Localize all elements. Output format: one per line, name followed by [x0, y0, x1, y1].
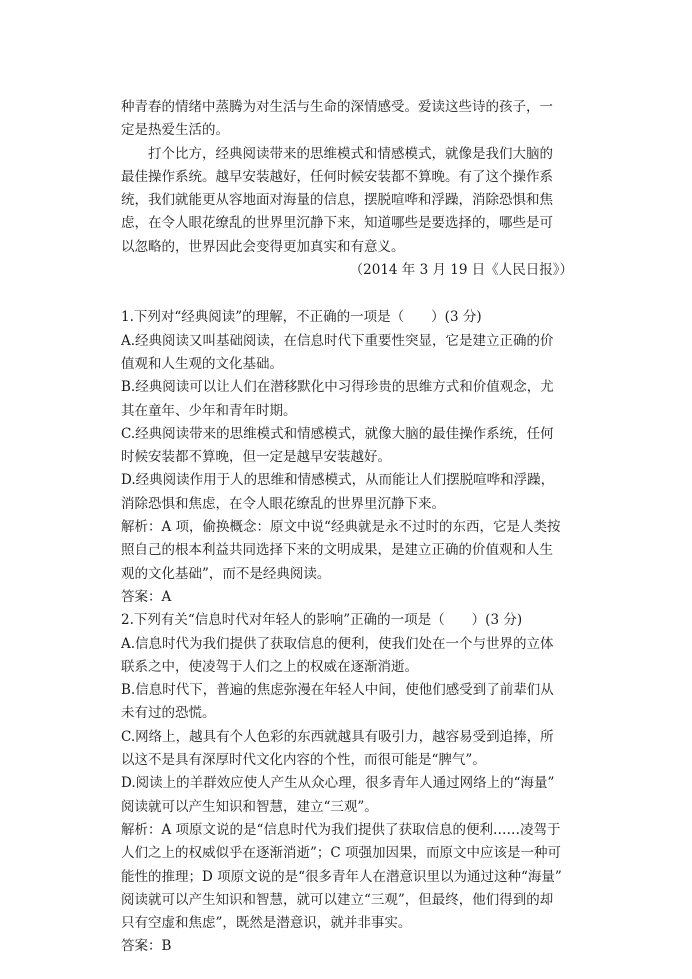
spacer: [121, 282, 573, 306]
analysis: [121, 516, 573, 586]
text-line: 人们之上的权威似乎在逐渐消逝”；C 项强加因果，而原文中应该是一种可: [121, 845, 562, 862]
option-a: [121, 330, 573, 377]
passage-paragraph: [121, 143, 573, 259]
text-line: B.经典阅读可以让人们在潜移默化中习得珍贵的思维方式和价值观念，尤: [121, 379, 554, 396]
text-line: D.阅读上的羊群效应使人产生从众心理，很多青年人通过网络上的“海量”: [121, 775, 555, 792]
passage-paragraph: [121, 96, 573, 143]
text-line: C.网络上，越具有个人色彩的东西就越具有吸引力，越容易受到追捧，所: [121, 728, 554, 745]
question-stem: 1.下列对“经典阅读”的理解，不正确的一项是（ ）(3 分): [121, 309, 482, 326]
text-line: 阅读就可以产生知识和智慧，就可以建立“三观”，但最终，他们得到的却: [121, 891, 554, 908]
question-2: [121, 609, 573, 958]
source-citation: （2014 年 3 月 19 日《人民日报》）: [349, 262, 573, 279]
text-line: D.经典阅读作用于人的思维和情感模式，从而能让人们摆脱喧哗和浮躁，: [121, 472, 555, 489]
text-line: 消除恐惧和焦虑，在令人眼花缭乱的世界里沉静下来。: [121, 495, 445, 512]
text-line: C.经典阅读带来的思维模式和情感模式，就像大脑的最佳操作系统，任何: [121, 425, 554, 442]
text-line: 时候安装都不算晚，但一定是越早安装越好。: [121, 449, 391, 466]
text-line: 照自己的根本利益共同选择下来的文明成果，是建立正确的价值观和人生: [121, 542, 553, 559]
text-line: 统，我们就能更从容地面对海量的信息，摆脱喧哗和浮躁，消除恐惧和焦: [121, 192, 553, 209]
text-line: 阅读就可以产生知识和智慧，建立“三观”。: [121, 798, 378, 815]
text-line: 以忽略的，世界因此会变得更加真实和有意义。: [121, 238, 405, 255]
text-line: 定是热爱生活的。: [121, 122, 229, 139]
text-line: 值观和人生观的文化基础。: [121, 355, 283, 372]
text-line: 能性的推理；D 项原文说的是“很多青年人在潜意识里以为通过这种“海量”: [121, 868, 562, 885]
text-line: 解析：A 项原文说的是“信息时代为我们提供了获取信息的便利……凌驾于: [121, 821, 561, 838]
option-a: [121, 633, 573, 680]
text-line: 解析：A 项，偷换概念：原文中说“经典就是永不过时的东西，它是人类按: [121, 519, 561, 536]
option-c: [121, 726, 573, 773]
text-line: 只有空虚和焦虑”，既然是潜意识，就并非事实。: [121, 915, 412, 932]
text-line: 最佳操作系统。越早安装越好，任何时候安装都不算晚。有了这个操作系: [121, 168, 553, 185]
question-1: [121, 306, 573, 609]
text-line: B.信息时代下，普遍的焦虑弥漫在年轻人中间，使他们感受到了前辈们从: [121, 682, 554, 699]
question-stem: 2.下列有关“信息时代对年轻人的影响”正确的一项是（ ）(3 分): [121, 612, 523, 629]
text-line: 虑，在令人眼花缭乱的世界里沉静下来，知道哪些是要选择的，哪些是可: [121, 215, 553, 232]
answer: 答案：B: [121, 938, 172, 955]
text-line: 联系之中，使凌驾于人们之上的权威在逐渐消逝。: [121, 658, 418, 675]
text-line: 以这不是具有深厚时代文化内容的个性，而很可能是“脾气”。: [121, 752, 486, 769]
text-line: 未有过的恐慌。: [121, 705, 216, 722]
option-d: [121, 469, 573, 516]
text-line: 其在童年、少年和青年时期。: [121, 402, 297, 419]
text-line: A.经典阅读又叫基础阅读，在信息时代下重要性突显，它是建立正确的价: [121, 332, 554, 349]
option-b: [121, 679, 573, 726]
answer: 答案：A: [121, 588, 172, 605]
text-line: 种青春的情绪中蒸腾为对生活与生命的深情感受。爱读这些诗的孩子，一: [121, 99, 553, 115]
text-line: 观的文化基础”，而不是经典阅读。: [121, 565, 331, 582]
option-b: [121, 376, 573, 423]
option-d: [121, 772, 573, 819]
option-c: [121, 423, 573, 470]
document-page: [121, 96, 573, 959]
text-line: A.信息时代为我们提供了获取信息的便利，使我们处在一个与世界的立体: [121, 635, 554, 652]
text-line: 打个比方，经典阅读带来的思维模式和情感模式，就像是我们大脑的: [148, 145, 553, 162]
analysis: [121, 819, 573, 935]
